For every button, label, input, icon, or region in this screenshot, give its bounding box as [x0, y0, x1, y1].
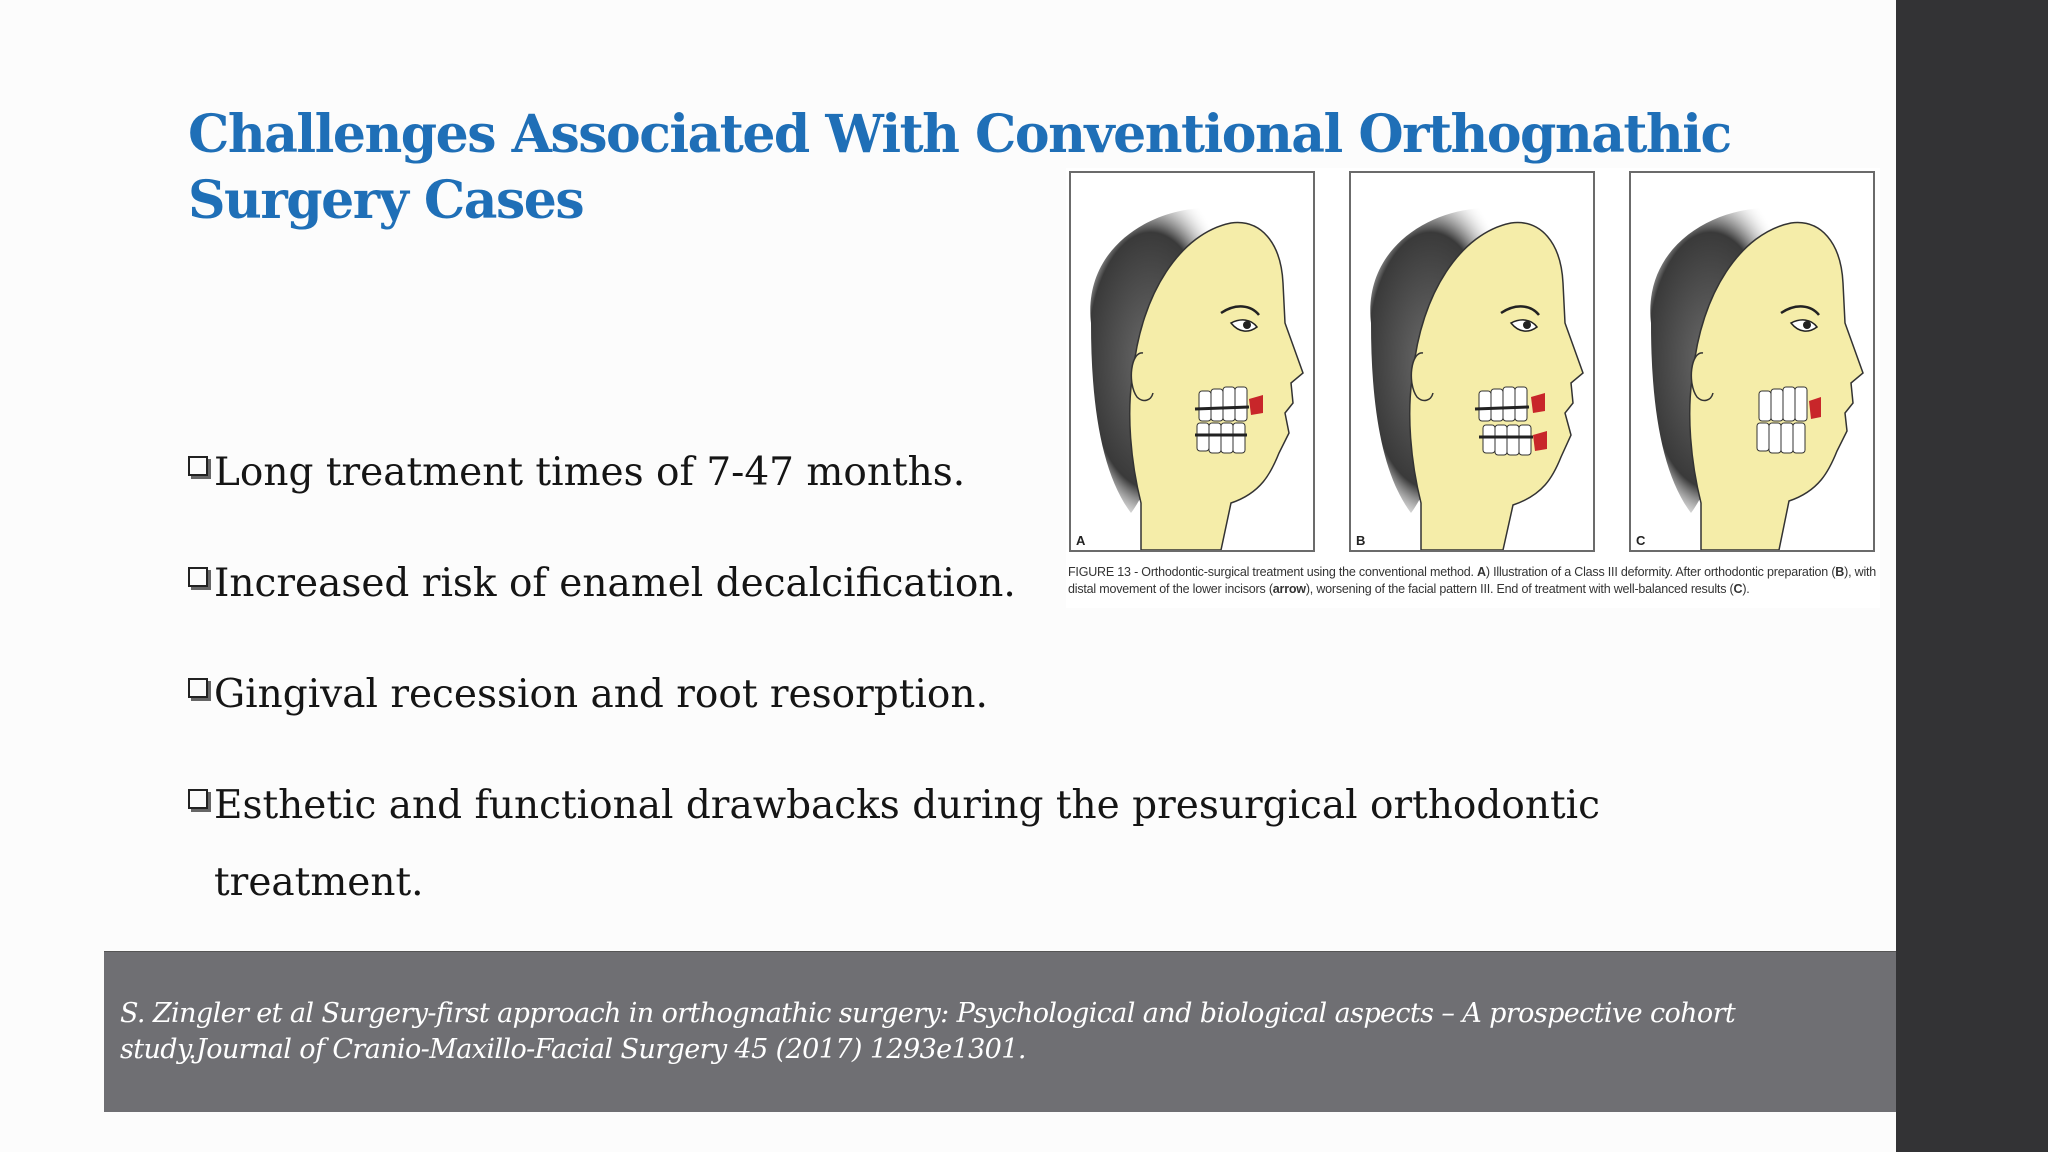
caption-bold: B [1835, 565, 1845, 579]
figure-panel-b [1349, 171, 1595, 552]
figure-orthodontic-illustration [1066, 168, 1880, 608]
slide-title: Challenges Associated With Conventional Orthognathic Surgery Cases [188, 104, 1731, 231]
figure-panel-c [1629, 171, 1875, 552]
panel-letter: B [1356, 533, 1366, 548]
caption-text: FIGURE 13 - Orthodontic-surgical treatment using the conventional method. [1068, 565, 1478, 579]
hollow-square-bullet-icon [188, 567, 208, 587]
bullet-item [188, 545, 1016, 622]
caption-bold: C [1733, 582, 1743, 596]
bullet-text: Long treatment times of 7-47 months. [214, 450, 966, 495]
citation-box [104, 951, 1896, 1112]
bullet-item [188, 767, 1648, 921]
face-profile-illustration [1631, 173, 1873, 550]
caption-text: ), worsening of the facial pattern III. End of treatment with well-balanced results ( [1305, 582, 1734, 596]
figure-panel-a [1069, 171, 1315, 552]
figure-caption [1068, 564, 1880, 598]
caption-text: ), with distal movement of the lower incisors ( [1068, 565, 1877, 596]
face-profile-illustration [1071, 173, 1313, 550]
bullet-text: Esthetic and functional drawbacks during the presurgical orthodontic treatment. [214, 783, 1600, 905]
caption-bold: arrow [1272, 582, 1306, 596]
caption-text: ). [1742, 582, 1750, 596]
bullet-text: Increased risk of enamel decalcification. [214, 561, 1016, 606]
bullet-item [188, 656, 988, 733]
caption-bold: A [1477, 565, 1486, 579]
panel-letter: A [1076, 533, 1086, 548]
hollow-square-bullet-icon [188, 678, 208, 698]
citation-text: S. Zingler et al Surgery-first approach in orthognathic surgery: Psychological and biological aspects – A prospective cohort study.Journal of Cranio-Maxillo-Facial Surgery 45 (2017) 1293e1301. [120, 998, 1736, 1065]
caption-text: ) Illustration of a Class III deformity. After orthodontic preparation ( [1485, 565, 1836, 579]
hollow-square-bullet-icon [188, 456, 208, 476]
panel-letter: C [1636, 533, 1646, 548]
bullet-item [188, 434, 965, 511]
hollow-square-bullet-icon [188, 789, 208, 809]
bullet-text: Gingival recession and root resorption. [214, 672, 988, 717]
side-bar [1896, 0, 2048, 1152]
face-profile-illustration [1351, 173, 1593, 550]
